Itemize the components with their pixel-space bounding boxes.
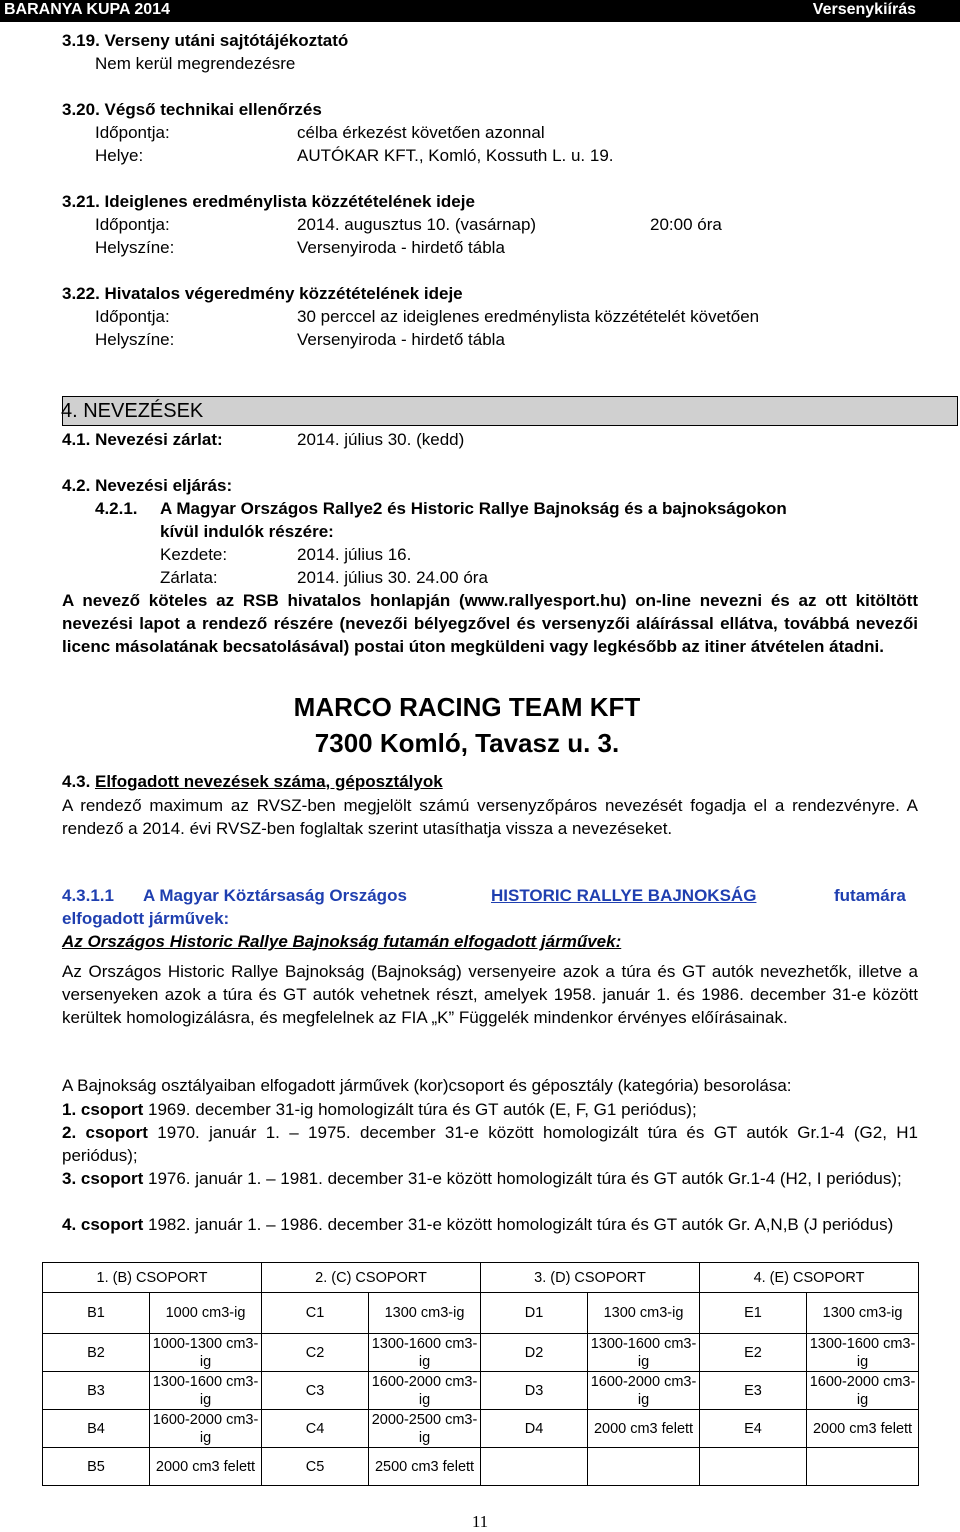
section-3-19-title: 3.19. Verseny utáni sajtótájékoztató (62, 31, 349, 50)
group-text: 1982. január 1. – 1986. december 31-e között homologizált túra és GT autók Gr. A,N,B (J periódus) (147, 1215, 894, 1234)
table-cell: D2 (481, 1334, 588, 1372)
section-4-1-value: 2014. július 30. (kedd) (297, 430, 465, 449)
label: Zárlata: (160, 568, 218, 587)
section-4-3-title: Elfogadott nevezések száma, géposztályok (95, 772, 443, 791)
label: Kezdete: (160, 545, 228, 564)
label: Időpontja: (95, 307, 170, 326)
header-left: BARANYA KUPA 2014 (4, 1, 170, 18)
table-cell: C4 (262, 1410, 369, 1448)
group-text: 1970. január 1. – 1975. december 31-e között homologizált túra és GT autók Gr.1-4 (G2, H1 periódus); (62, 1123, 919, 1165)
section-3-20-title: 3.20. Végső technikai ellenőrzés (62, 100, 322, 119)
table-cell: B2 (43, 1334, 150, 1372)
value: 2014. július 30. 24.00 óra (297, 568, 488, 587)
table-cell: C3 (262, 1372, 369, 1410)
table-cell: 1600-2000 cm3-ig (150, 1410, 262, 1448)
table-cell: C2 (262, 1334, 369, 1372)
section-4-2-1-line1: A Magyar Országos Rallye2 és Historic Rallye Bajnokság és a bajnokságokon (160, 499, 787, 518)
section-4-3-1-1-line2: elfogadott járművek: (62, 909, 230, 928)
section-4-3-1-1-num: 4.3.1.1 (62, 886, 114, 905)
value: AUTÓKAR KFT., Komló, Kossuth L. u. 19. (297, 146, 614, 165)
table-row (43, 1448, 919, 1486)
group-text: 1976. január 1. – 1981. december 31-e között homologizált túra és GT autók Gr.1-4 (H2, I periódus); (147, 1169, 902, 1188)
table-cell: 1300-1600 cm3-ig (150, 1372, 262, 1410)
section-4-banner (62, 396, 958, 426)
group-label: 2. csoport (62, 1123, 148, 1142)
table-cell: 2000-2500 cm3-ig (369, 1410, 481, 1448)
label: Időpontja: (95, 123, 170, 142)
table-cell (481, 1448, 588, 1486)
table-cell: E1 (700, 1293, 807, 1334)
section-4-3-1-1-para1: Az Országos Historic Rallye Bajnokság (Bajnokság) versenyeire azok a túra és GT autók nevezhetők, illetve a versenyeken azok a túra és GT autók vehetnek részt, amelyek 1958. január 1. és 1986. december 31-e között kerültek homologizálásra, és megfelelnek az FIA „K” Függelék mindenkor érvényes előírásainak. (62, 962, 918, 1027)
table-row (43, 1410, 919, 1448)
table-cell: 2000 cm3 felett (588, 1410, 700, 1448)
section-4-2-1-num: 4.2.1. (95, 499, 138, 518)
table-header: 4. (E) CSOPORT (700, 1263, 919, 1293)
label: Helyszíne: (95, 330, 175, 349)
groups-intro: A Bajnokság osztályaiban elfogadott járművek (kor)csoport és géposztály (kategória) besorolása: (62, 1076, 792, 1095)
group-2 (62, 1121, 918, 1167)
table-header: 1. (B) CSOPORT (43, 1263, 262, 1293)
historic-rallye-link[interactable]: HISTORIC RALLYE BAJNOKSÁG (491, 886, 757, 905)
table-cell (700, 1448, 807, 1486)
group-label: 1. csoport (62, 1100, 144, 1119)
table-cell: E3 (700, 1372, 807, 1410)
table-cell: 1300 cm3-ig (807, 1293, 919, 1334)
table-cell: 1000 cm3-ig (150, 1293, 262, 1334)
table-cell: B5 (43, 1448, 150, 1486)
group-3 (62, 1167, 918, 1190)
address-street: 7300 Komló, Tavasz u. 3. (314, 728, 620, 758)
table-cell: 2000 cm3 felett (150, 1448, 262, 1486)
table-cell: 1000-1300 cm3-ig (150, 1334, 262, 1372)
section-4-title: 4. NEVEZÉSEK (61, 400, 204, 422)
table-cell: 1600-2000 cm3-ig (807, 1372, 919, 1410)
table-header-row (43, 1263, 919, 1293)
table-cell: E2 (700, 1334, 807, 1372)
table-cell: D1 (481, 1293, 588, 1334)
section-4-1-label: 4.1. Nevezési zárlat: (62, 430, 223, 449)
table-cell: D3 (481, 1372, 588, 1410)
table-cell: 1300-1600 cm3-ig (369, 1334, 481, 1372)
group-1 (62, 1098, 918, 1121)
page-number: 11 (471, 1512, 489, 1531)
table-cell: 1300-1600 cm3-ig (588, 1334, 700, 1372)
table-cell: 2000 cm3 felett (807, 1410, 919, 1448)
section-4-2-paragraph: A nevező köteles az RSB hivatalos honlapján (www.rallyesport.hu) on-line nevezni és az ott kitöltött nevezési lapot a rendező részére (nevezői bélyegzővel és versenyzői aláírással ellátva, továbbá nevezői licenc másolatának becsatolásával) postai úton megküldeni vagy legkésőbb az itiner átvételen átadni. (62, 591, 918, 656)
group-label: 3. csoport (62, 1169, 144, 1188)
table-row (43, 1372, 919, 1410)
group-text: 1969. december 31-ig homologizált túra és GT autók (E, F, G1 periódus); (147, 1100, 697, 1119)
header-right: Versenykiírás (812, 1, 916, 18)
class-table (42, 1262, 919, 1486)
table-cell (807, 1448, 919, 1486)
section-4-3-num: 4.3. (62, 772, 91, 791)
section-3-21-title: 3.21. Ideiglenes eredménylista közzétételének ideje (62, 192, 475, 211)
table-cell: 1300-1600 cm3-ig (807, 1334, 919, 1372)
value: Versenyiroda - hirdető tábla (297, 238, 505, 257)
value-time: 20:00 óra (650, 215, 722, 234)
section-4-2-1-line2: kívül indulók részére: (160, 522, 334, 541)
table-row (43, 1334, 919, 1372)
table-row (43, 1293, 919, 1334)
address-name: MARCO RACING TEAM KFT (293, 692, 641, 722)
section-3-22-title: 3.22. Hivatalos végeredmény közzétételének ideje (62, 284, 463, 303)
label: Időpontja: (95, 215, 170, 234)
table-cell: 2500 cm3 felett (369, 1448, 481, 1486)
value: 30 perccel az ideiglenes eredménylista közzétételét követően (297, 307, 760, 326)
value: célba érkezést követően azonnal (297, 123, 545, 142)
section-4-3-1-1-post: futamára (834, 886, 906, 905)
section-4-3-1-1-pre: A Magyar Köztársaság Országos (143, 886, 407, 905)
table-cell: E4 (700, 1410, 807, 1448)
section-4-3-1-1-subtitle: Az Országos Historic Rallye Bajnokság futamán elfogadott járművek: (62, 932, 622, 951)
table-cell: C5 (262, 1448, 369, 1486)
table-cell: 1600-2000 cm3-ig (369, 1372, 481, 1410)
table-cell: 1300 cm3-ig (588, 1293, 700, 1334)
table-cell: C1 (262, 1293, 369, 1334)
table-header: 2. (C) CSOPORT (262, 1263, 481, 1293)
table-cell (588, 1448, 700, 1486)
table-header: 3. (D) CSOPORT (481, 1263, 700, 1293)
label: Helye: (95, 146, 144, 165)
table-cell: B1 (43, 1293, 150, 1334)
table-cell: D4 (481, 1410, 588, 1448)
page-header (0, 0, 960, 22)
value: Versenyiroda - hirdető tábla (297, 330, 505, 349)
table-cell: B3 (43, 1372, 150, 1410)
section-3-19-text: Nem kerül megrendezésre (95, 54, 296, 73)
label: Helyszíne: (95, 238, 175, 257)
value: 2014. július 16. (297, 545, 412, 564)
table-cell: B4 (43, 1410, 150, 1448)
group-4 (62, 1213, 918, 1236)
section-4-3-text: A rendező maximum az RVSZ-ben megjelölt számú versenyzőpáros nevezését fogadja el a rendezvényre. A rendező a 2014. évi RVSZ-ben foglaltak szerint utasíthatja vissza a nevezéseket. (62, 796, 918, 838)
value: 2014. augusztus 10. (vasárnap) (297, 215, 537, 234)
table-cell: 1600-2000 cm3-ig (588, 1372, 700, 1410)
section-4-2-title: 4.2. Nevezési eljárás: (62, 476, 233, 495)
table-cell: 1300 cm3-ig (369, 1293, 481, 1334)
group-label: 4. csoport (62, 1215, 144, 1234)
